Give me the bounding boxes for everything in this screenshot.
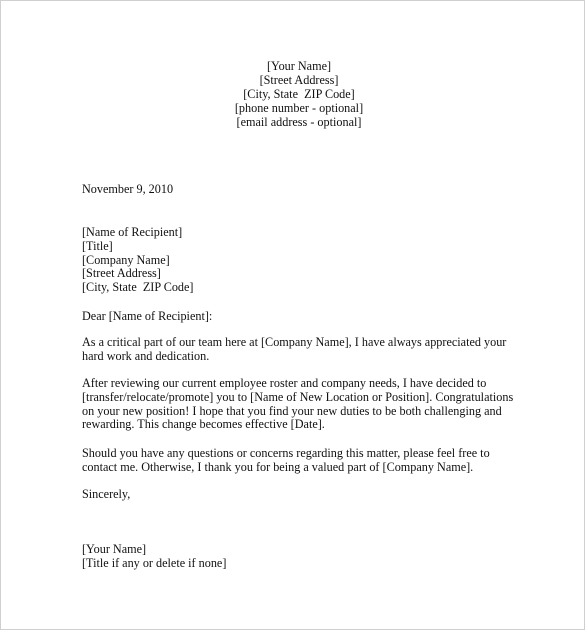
recipient-city-state-zip: [City, State ZIP Code]	[82, 280, 194, 294]
sender-phone: [phone number - optional]	[234, 101, 364, 115]
paragraph-1-line-1: As a critical part of our team here at [Company Name], I have always appreciated your	[82, 335, 507, 349]
paragraph-3-line-1: Should you have any questions or concerns regarding this matter, please feel free to	[82, 446, 490, 460]
recipient-company: [Company Name]	[82, 253, 170, 267]
recipient-street: [Street Address]	[82, 266, 161, 280]
sender-street: [Street Address]	[259, 73, 339, 87]
paragraph-2-line-1: After reviewing our current employee roster and company needs, I have decided to	[82, 376, 487, 390]
salutation: Dear [Name of Recipient]:	[82, 309, 213, 323]
signature-title: [Title if any or delete if none]	[82, 556, 227, 570]
paragraph-1-line-2: hard work and dedication.	[82, 349, 210, 363]
sender-name: [Your Name]	[266, 59, 332, 73]
letter-date: November 9, 2010	[82, 182, 174, 196]
signature-name: [Your Name]	[82, 542, 147, 556]
paragraph-3-line-2: contact me. Otherwise, I thank you for being a valued part of [Company Name].	[82, 460, 474, 474]
paragraph-2-line-3: on your new position! I hope that you find your new duties to be both challenging and	[82, 404, 502, 418]
sender-email: [email address - optional]	[236, 115, 362, 129]
recipient-name: [Name of Recipient]	[82, 225, 183, 239]
paragraph-2-line-2: [transfer/relocate/promote] you to [Name of New Location or Position]. Congratulations	[82, 390, 514, 404]
sender-city-state-zip: [City, State ZIP Code]	[243, 87, 355, 101]
recipient-title: [Title]	[82, 239, 113, 253]
paragraph-2-line-4: rewarding. This change becomes effective [Date].	[82, 417, 325, 431]
closing: Sincerely,	[82, 487, 131, 501]
